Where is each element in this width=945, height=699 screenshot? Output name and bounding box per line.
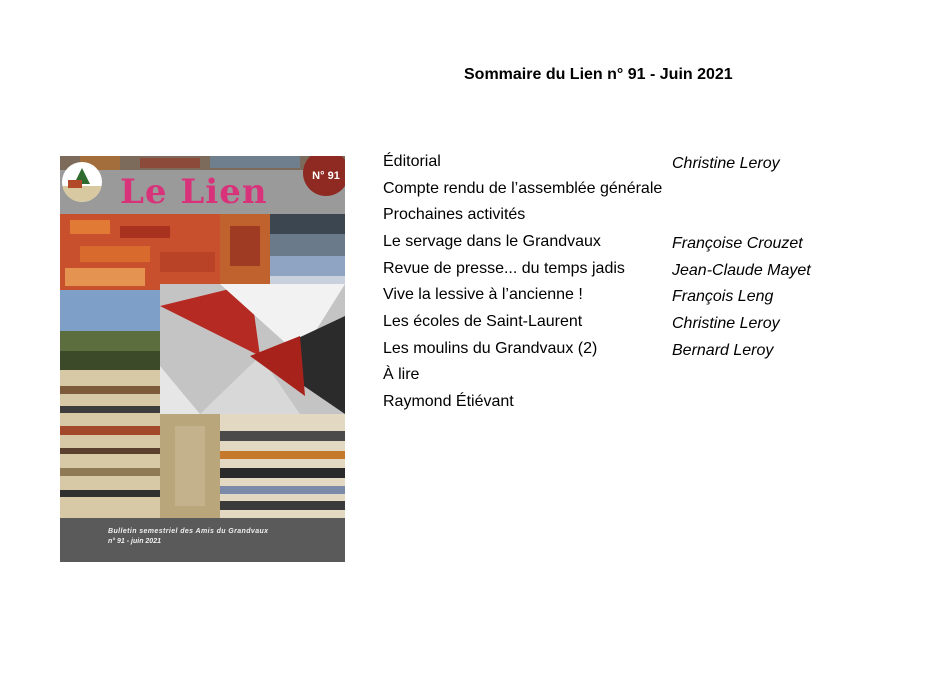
toc-item-title: Vive la lessive à l’ancienne !	[383, 286, 583, 303]
toc-item-title: Le servage dans le Grandvaux	[383, 233, 601, 250]
toc-item-title: Éditorial	[383, 153, 441, 170]
issue-number-badge: N° 91	[303, 156, 345, 196]
magazine-cover-image	[60, 156, 345, 562]
toc-item-author: François Leng	[672, 288, 774, 305]
quilt-artwork	[60, 156, 345, 562]
toc-item-title: Les écoles de Saint-Laurent	[383, 313, 583, 330]
toc-item-author: Christine Leroy	[672, 315, 780, 332]
toc-item-author: Jean-Claude Mayet	[672, 262, 811, 279]
page-title: Sommaire du Lien n° 91 - Juin 2021	[464, 66, 733, 83]
association-logo-icon	[62, 162, 102, 202]
cover-masthead-title: Le Lien	[120, 172, 268, 212]
toc-item-title: Prochaines activités	[383, 206, 526, 223]
toc-item-title: Raymond Étiévant	[383, 393, 514, 410]
toc-item-title: Revue de presse... du temps jadis	[383, 260, 625, 277]
toc-item-title: Les moulins du Grandvaux (2)	[383, 340, 598, 357]
cover-footer-band	[60, 518, 345, 562]
toc-item-author: Christine Leroy	[672, 155, 780, 172]
cover-footer-issue: n° 91 - juin 2021	[108, 538, 161, 545]
cover-footer-subtitle: Bulletin semestriel des Amis du Grandvaux	[108, 528, 269, 535]
toc-item-title: Compte rendu de l’assemblée générale	[383, 180, 663, 197]
toc-item-author: Françoise Crouzet	[672, 235, 803, 252]
toc-item-author: Bernard Leroy	[672, 342, 774, 359]
toc-item-title: À lire	[383, 366, 420, 383]
